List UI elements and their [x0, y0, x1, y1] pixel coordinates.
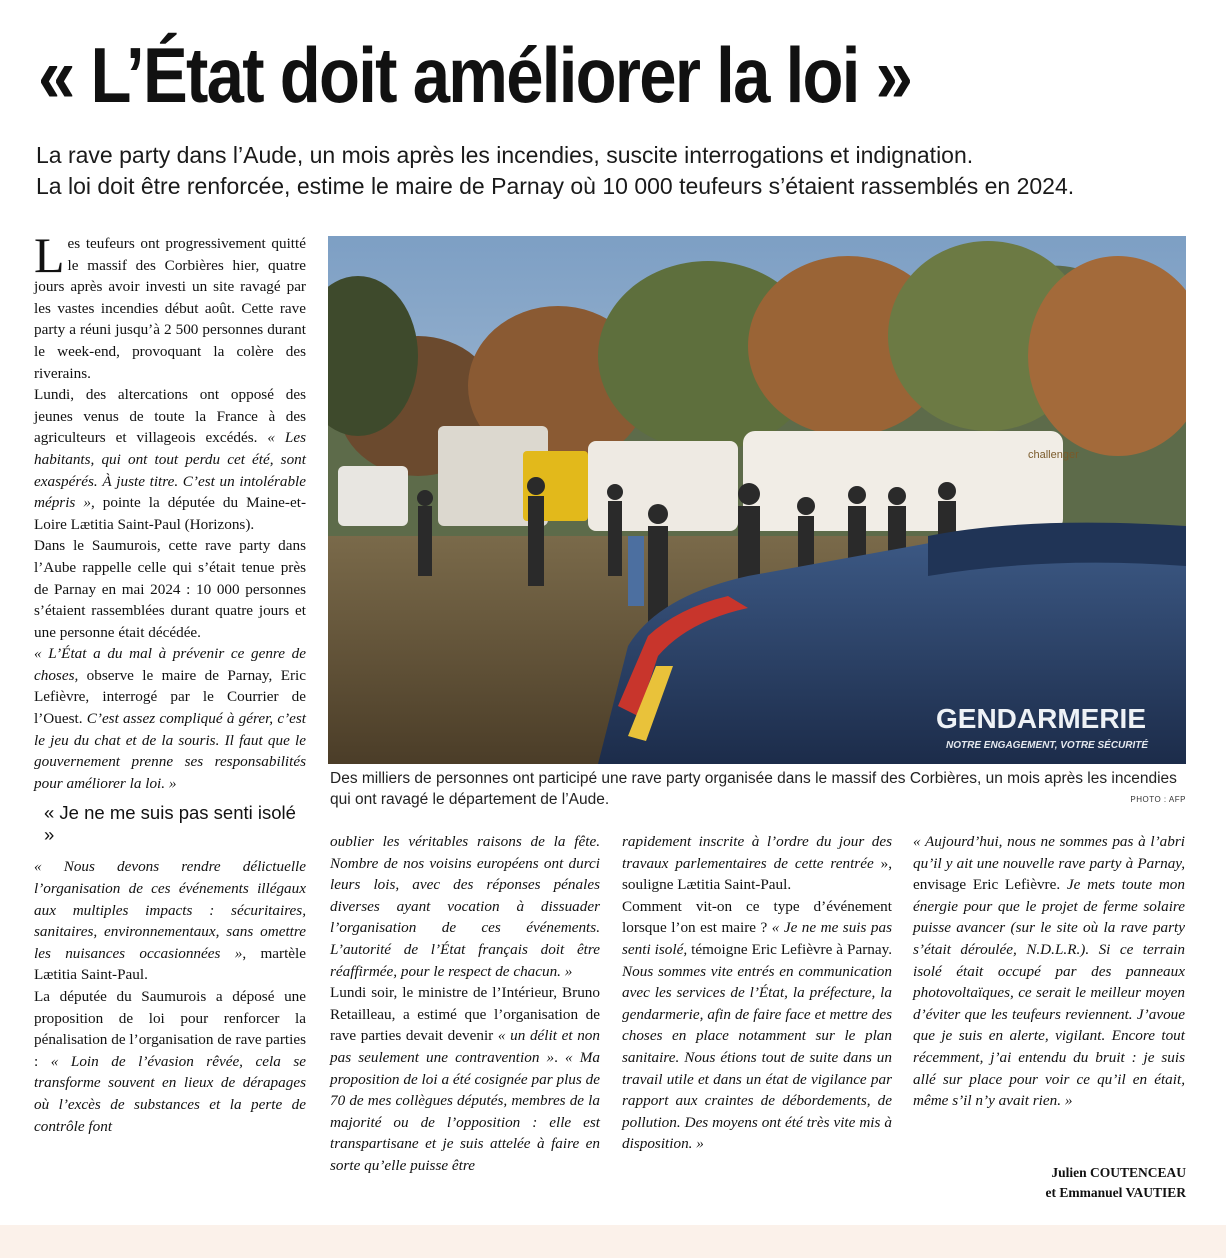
column-2: [330, 831, 600, 1177]
column-3: [622, 831, 892, 1155]
paragraph-4: « L’État a du mal à prévenir ce genre de choses, observe le maire de Parnay, Eric Lefièvre, interrogé par le Courrier de l’Ouest. C’est assez compliqué à gérer, c’est le jeu du chat et de la souris. Il faut que le gouvernement prenne ses responsabilités pour améliorer la loi. »: [34, 645, 306, 792]
standfirst-line-2: La loi doit être renforcée, estime le maire de Parnay où 10 000 teufeurs s’étaient rassemblés en 2024.: [36, 173, 1075, 199]
paragraph-11: « Aujourd’hui, nous ne sommes pas à l’abri qu’il y ait une nouvelle rave party à Parnay, envisage Eric Lefièvre. Je mets toute mon énergie pour que le projet de ferme solaire puisse avancer (sur le site où la rave party s’était déroulée, N.D.L.R.). Si ce terrain isolé était occupé par des panneaux photovoltaïques, ce serait le meilleur moyen d’éviter que les teufeurs reviennent. J’avoue que je suis en alerte, vigilant. Encore tout récemment, j’ai entendu du bruit : je suis allé sur place pour voir ce qu’il en était, même s’il n’y avait rien. »: [913, 833, 1185, 1110]
van-slogan-label: NOTRE ENGAGEMENT, VOTRE SÉCURITÉ: [946, 740, 1149, 751]
paragraph-2: Lundi, des altercations ont opposé des jeunes venus de toute la France à des agriculteurs et villageois excédés. « Les habitants, qui ont tout perdu cet été, sont exaspérés. À juste titre. C’est un intolérable mépris », pointe la députée du Maine-et-Loire Lætitia Saint-Paul (Horizons).: [34, 386, 306, 533]
drop-cap: L: [34, 227, 65, 283]
camper-label: challenger: [1028, 449, 1079, 461]
byline: [1045, 1163, 1186, 1203]
photo-credit: PHOTO : AFP: [1130, 795, 1186, 804]
column-4: [913, 831, 1185, 1112]
paragraph-6: La députée du Saumurois a déposé une proposition de loi pour renforcer la pénalisation de l’organisation de rave parties : « Loin de l’évasion rêvée, cela se transforme souvent en lieux de dérapages où l’excès de substances et la perte de contrôle font: [34, 988, 306, 1135]
subhead: « Je ne me suis pas senti isolé »: [44, 802, 296, 846]
photo-illustration: [328, 236, 1186, 764]
paragraph-3: Dans le Saumurois, cette rave party dans l’Aube rappelle celle qui s’était tenue près de Parnay en mai 2024 : 10 000 personnes s’étaient rassemblées durant quatre jours et une personne était décédée.: [34, 537, 306, 641]
news-photo: [328, 236, 1186, 764]
byline-author-2: et Emmanuel VAUTIER: [1045, 1185, 1186, 1200]
paragraph-5: « Nous devons rendre délictuelle l’organisation de ces événements illégaux aux multiples impacts : sécuritaires, sanitaires, environnementaux, sans omettre les nuisances occasionnées », martèle Lætitia Saint-Paul.: [34, 858, 306, 984]
van-gendarmerie-label: GENDARMERIE: [936, 703, 1147, 734]
column-1: [34, 227, 306, 1137]
standfirst-line-1: La rave party dans l’Aude, un mois après les incendies, suscite interrogations et indignation.: [36, 142, 974, 168]
photo-caption: Des milliers de personnes ont participé une rave party organisée dans le massif des Corbières, un mois après les incendies qui ont ravagé le département de l’Aude.: [330, 770, 1177, 808]
paragraph-7: oublier les véritables raisons de la fête. Nombre de nos voisins européens ont durci leurs lois, avec des réponses pénales diverses ayant vocation à dissuader l’organisation de ces événements. L’autorité de l’État français doit être réaffirmée, pour le respect de chacun. »: [330, 833, 600, 980]
headline: « L’État doit améliorer la loi »: [38, 31, 912, 119]
footer-band: [0, 1225, 1226, 1258]
standfirst: [36, 140, 1206, 202]
paragraph-8: Lundi soir, le ministre de l’Intérieur, Bruno Retailleau, a estimé que l’organisation de rave parties devait devenir « un délit et non pas seulement une contravention ». « Ma proposition de loi a été cosignée par plus de 70 de mes collègues députés, membres de la majorité ou de l’opposition : elle est transpartisane et je suis attelée à faire en sorte qu’elle puisse être: [330, 984, 600, 1174]
paragraph-1: Les teufeurs ont progressivement quitté le massif des Corbières hier, quatre jours après avoir investi un site ravagé par les vastes incendies début août. Cette rave party a réuni jusqu’à 2 500 personnes durant le week-end, provoquant la colère des riverains.: [34, 227, 306, 382]
byline-author-1: Julien COUTENCEAU: [1051, 1165, 1186, 1180]
paragraph-10: Comment vit-on ce type d’événement lorsque l’on est maire ? « Je ne me suis pas senti isolé, témoigne Eric Lefièvre à Parnay. Nous sommes vite entrés en communication avec les services de l’État, la préfecture, la gendarmerie, afin de faire face et mettre des choses en place notamment sur le plan sanitaire. Nous étions tout de suite dans un travail utile et dans un état de vigilance par rapport aux craintes de débordements, de pollution. Des moyens ont été très vite mis à disposition. »: [622, 897, 893, 1153]
paragraph-9: rapidement inscrite à l’ordre du jour des travaux parlementaires de cette rentrée », souligne Lætitia Saint-Paul.: [622, 833, 892, 894]
